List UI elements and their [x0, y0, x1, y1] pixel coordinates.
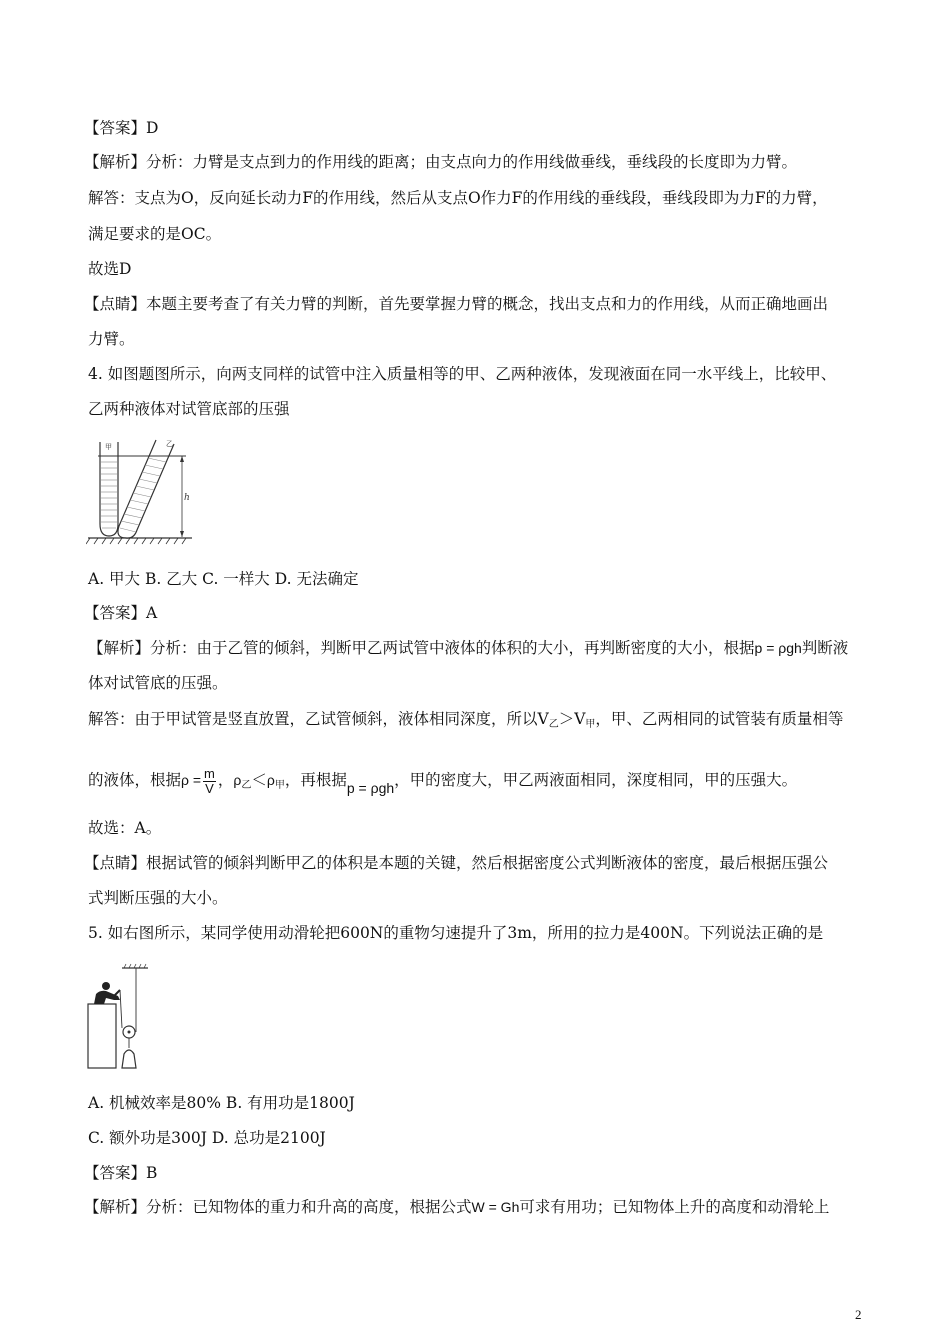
q3-solution-line1: 解答：支点为O，反向延长动力F的作用线，然后从支点O作力F的作用线的垂线段，垂线段即为力F的力臂， [88, 189, 828, 207]
test-tubes-figure [86, 436, 198, 548]
q3-comment-line2: 力臂。 [88, 330, 135, 348]
q4-sub-jia: 甲 [585, 719, 596, 730]
q4-analysis-line1 [88, 638, 848, 658]
q4-answer: 【答案】A [84, 604, 158, 622]
q4-analysis-formula: p = ρgh [754, 640, 802, 656]
q4-solution-text-e: ，甲的密度大，甲乙两液面相同，深度相同，甲的压强大。 [394, 771, 798, 789]
q3-analysis: 【解析】分析：力臂是支点到力的作用线的距离；由支点向力的作用线做垂线，垂线段的长度即为力臂。 [84, 153, 798, 171]
q4-lt: ＜ [251, 771, 267, 789]
frac-denominator: V [205, 780, 214, 796]
pulley-figure [84, 960, 150, 1072]
label-jia: 甲 [105, 443, 112, 451]
q4-options: A. 甲大 B. 乙大 C. 一样大 D. 无法确定 [88, 570, 359, 588]
q3-choose: 故选D [88, 260, 132, 278]
q5-analysis-formula: W = Gh [471, 1199, 520, 1215]
q5-answer: 【答案】B [84, 1164, 158, 1182]
q4-comment-line1: 【点睛】根据试管的倾斜判断甲乙的体积是本题的关键，然后根据密度公式判断液体的密度，最后根据压强公 [84, 854, 829, 872]
q4-comma: ， [217, 771, 234, 789]
q4-solution-text-d: ，再根据 [284, 771, 347, 789]
q4-analysis-text-a: 【解析】分析：由于乙管的倾斜，判断甲乙两试管中液体的体积的大小，再判断密度的大小，根据 [88, 639, 755, 657]
q4-rho-yi-sub: 乙 [241, 780, 252, 791]
q5-options-ab: A. 机械效率是80% B. 有用功是1800J [88, 1094, 355, 1112]
page-number: 2 [855, 1307, 862, 1322]
q4-solution-text-c: 的液体，根据 [88, 771, 182, 789]
q4-rho-eq: ρ = [181, 772, 202, 788]
q4-density-fraction [203, 767, 216, 796]
q4-rho-jia-sub: 甲 [274, 780, 285, 791]
q4-analysis-text-b: 判断液 [801, 639, 849, 657]
q4-solution-text-b: ，甲、乙两相同的试管装有质量相等 [595, 710, 844, 728]
q4-rho-jia: ρ [266, 772, 275, 788]
label-yi: 乙 [166, 440, 173, 448]
q4-stem-line1: 4. 如图题图所示，向两支同样的试管中注入质量相等的甲、乙两种液体，发现液面在同一水平线上，比较甲、 [88, 365, 837, 383]
q5-options-cd: C. 额外功是300J D. 总功是2100J [88, 1129, 326, 1147]
q4-formula-p: p = ρgh [346, 780, 395, 796]
q4-choose: 故选：A。 [88, 819, 162, 837]
q4-analysis-line2: 体对试管底的压强。 [88, 674, 228, 692]
q4-comment-line2: 式判断压强的大小。 [88, 889, 228, 907]
q3-comment-line1: 【点睛】本题主要考查了有关力臂的判断，首先要掌握力臂的概念，找出支点和力的作用线，从而正确地画出 [84, 295, 829, 313]
q5-analysis [84, 1197, 829, 1217]
q4-stem-line2: 乙两种液体对试管底部的压强 [88, 400, 290, 418]
q4-solution-text-a: 解答：由于甲试管是竖直放置，乙试管倾斜，液体相同深度，所以V [88, 710, 549, 728]
q5-analysis-text-a: 【解析】分析：已知物体的重力和升高的高度，根据公式 [84, 1198, 472, 1216]
label-h: h [184, 493, 190, 503]
q4-rho-yi: ρ [233, 772, 242, 788]
q3-answer: 【答案】D [84, 119, 159, 137]
q4-solution-line2 [88, 762, 797, 806]
q4-solution-line1 [88, 709, 843, 735]
q4-sub-yi: 乙 [548, 719, 559, 730]
q4-gt: ＞V [558, 710, 586, 728]
frac-numerator: m [204, 765, 215, 781]
q5-analysis-text-b: 可求有用功；已知物体上升的高度和动滑轮上 [519, 1198, 830, 1216]
q3-solution-line2: 满足要求的是OC。 [88, 225, 222, 243]
q5-stem: 5. 如右图所示，某同学使用动滑轮把600N的重物匀速提升了3m，所用的拉力是400N。下列说法正确的是 [88, 924, 824, 942]
